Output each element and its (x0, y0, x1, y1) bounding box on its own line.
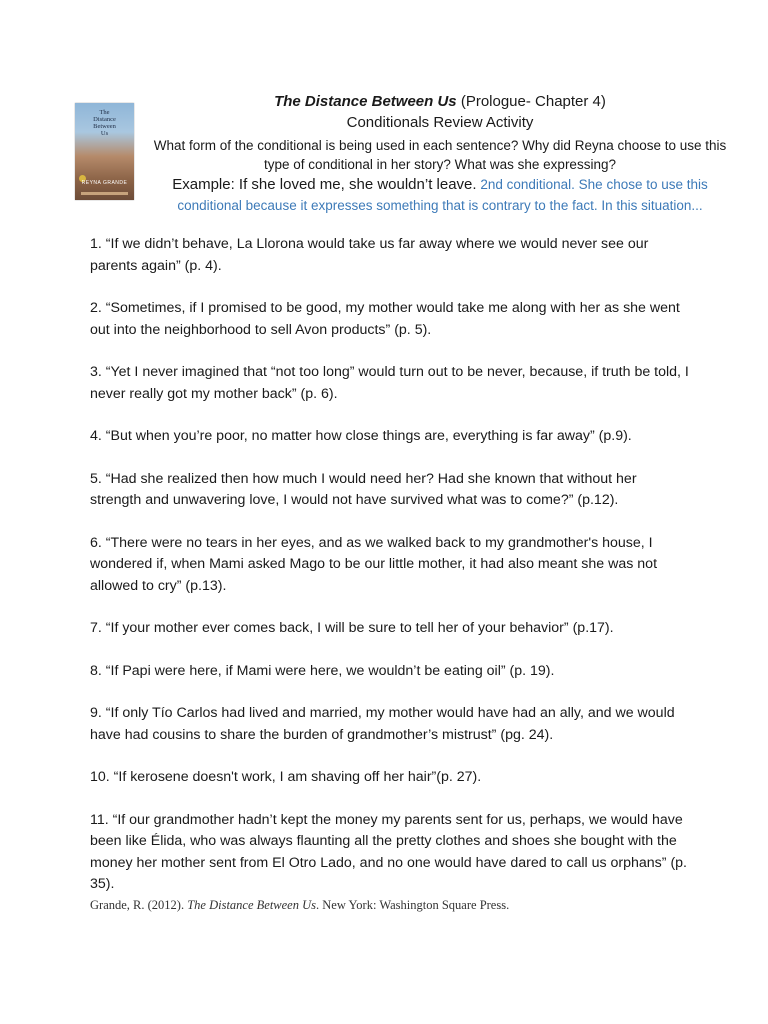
list-item: 7. “If your mother ever comes back, I will be sure to tell her of your behavior” (p.17). (90, 620, 614, 636)
instructions: What form of the conditional is being used in each sentence? Why did Reyna choose to use this type of conditional in her story? What was she expressing? (153, 138, 727, 172)
example-answer: 2nd conditional. She chose to use this conditional because it expresses something that is contrary to the fact. In this situation... (177, 177, 708, 213)
sentence-list (90, 234, 690, 917)
cover-title-line: Us (100, 130, 109, 137)
list-item: 11. “If our grandmother hadn’t kept the money my parents sent for us, perhaps, we would have been like Élida, who was always flaunting all the pretty clothes and shoes she bought with the money her mother sent from El Otro Lado, and no one would have dared to call us orphans” (p. 35). (90, 811, 687, 892)
example-block (140, 174, 740, 216)
page-title (140, 93, 740, 110)
citation (90, 898, 690, 913)
cover-title-line: Between (93, 123, 116, 130)
list-item: 5. “Had she realized then how much I would need her? Had she known that without her strength and unwavering love, I would not have survived what was to come?” (p.12). (90, 470, 637, 508)
cover-title-line: The (99, 109, 110, 116)
activity-subtitle: Conditionals Review Activity (346, 114, 534, 131)
book-cover-image (75, 103, 134, 200)
list-item: 4. “But when you’re poor, no matter how close things are, everything is far away” (p.9). (90, 428, 632, 444)
list-item: 3. “Yet I never imagined that “not too long” would turn out to be never, because, if truth be told, I never really got my mother back” (p. 6). (90, 364, 689, 402)
book-title: The Distance Between Us (274, 93, 457, 110)
book-cover-band (81, 192, 128, 195)
list-item: 1. “If we didn’t behave, La Llorona would take us far away where we would never see our parents again” (p. 4). (90, 236, 649, 274)
example-sentence: Example: If she loved me, she wouldn’t leave. (172, 176, 477, 193)
chapter-range: (Prologue- Chapter 4) (456, 93, 606, 110)
list-item: 2. “Sometimes, if I promised to be good, my mother would take me along with her as she went out into the neighborhood to sell Avon products” (p. 5). (90, 300, 680, 338)
list-item: 9. “If only Tío Carlos had lived and married, my mother would have had an ally, and we would have had cousins to share the burden of grandmother’s mistrust” (pg. 24). (90, 705, 675, 743)
citation-title: The Distance Between Us (187, 898, 316, 912)
citation-prefix: Grande, R. (2012). (90, 898, 188, 912)
list-item: 10. “If kerosene doesn't work, I am shaving off her hair”(p. 27). (90, 769, 482, 785)
citation-suffix: . New York: Washington Square Press. (316, 898, 510, 912)
cover-title-line: Distance (93, 116, 116, 123)
book-cover-author: REYNA GRANDE (81, 180, 128, 186)
list-item: 6. “There were no tears in her eyes, and as we walked back to my grandmother's house, I wondered if, when Mami asked Mago to be our little mother, it had also meant she was not allowed to cry” (p.13). (90, 534, 658, 594)
list-item: 8. “If Papi were here, if Mami were here, we wouldn’t be eating oil” (p. 19). (90, 662, 555, 679)
book-cover-title (75, 109, 134, 137)
